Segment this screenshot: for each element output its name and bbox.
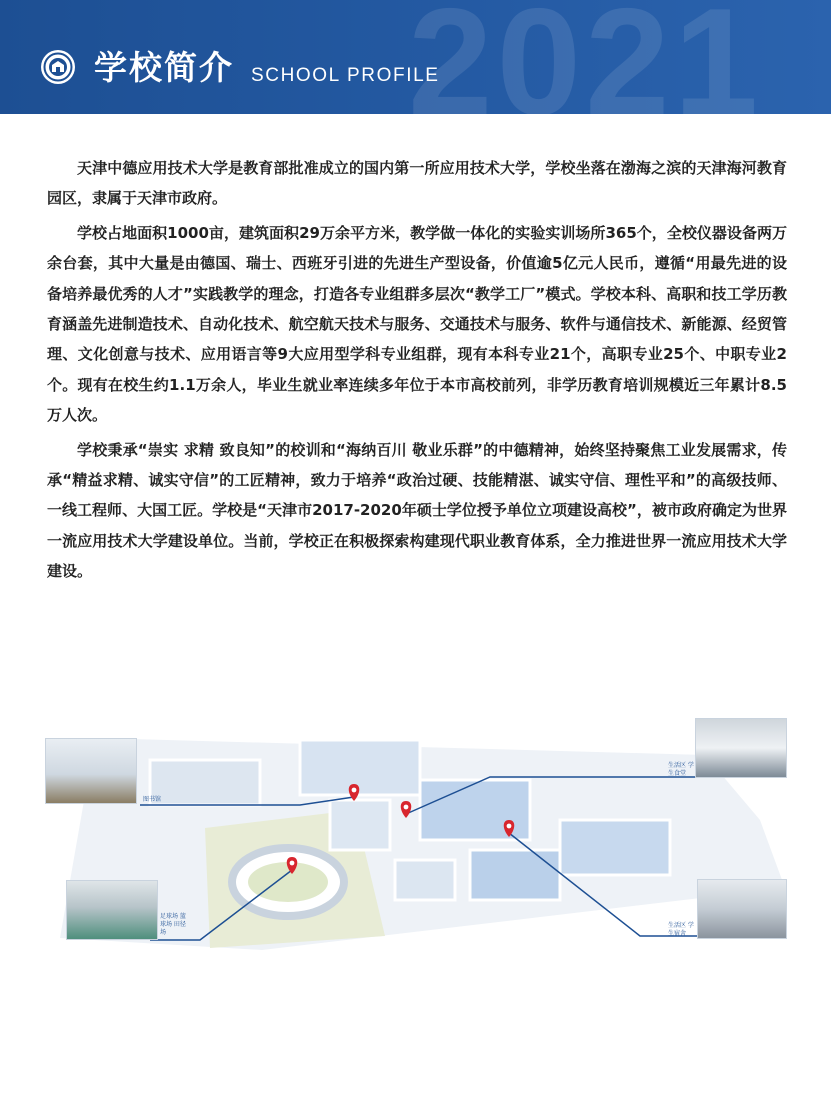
university-logo-icon [40,49,76,85]
intro-paragraph: 学校秉承“崇实 求精 致良知”的校训和“海纳百川 敬业乐群”的中德精神，始终坚持聚焦工业发展需求，传承“精益求精、诚实守信”的工匠精神，致力于培养“政治过硬、技能精湛、诚实守信、理性平和”的高级技师、一线工程师、大国工匠。学校是“天津市2017-2020年硕士学位授予单位立项建设高校”，被市政府确定为世界一流应用技术大学建设单位。当前，学校正在积极探索构建现代职业教育体系，全力推进世界一流应用技术大学建设。 [47,440,787,581]
dorm-bottom-photo [697,879,787,939]
campus-map [0,700,831,960]
page-title: 学校简介 [94,48,234,87]
sports-photo [66,880,158,940]
year-watermark: 2021 [408,0,763,114]
intro-paragraph: 学校占地面积1000亩，建筑面积29万余平方米，教学做一体化的实验实训场所365个，全校仪器设备两万余台套，其中大量是由德国、瑞士、西班牙引进的先进生产型设备，价值逾5亿元人民币，遵循“用最先进的设备培养最优秀的人才”实践教学的理念，打造各专业组群多层次“教学工厂”模式。学校本科、高职和技工学历教育涵盖先进制造技术、自动化技术、航空航天技术与服务、交通技术与服务、软件与通信技术、新能源、经贸管理、文化创意与技术、应用语言等9大应用型学科专业组群，现有本科专业21个，高职专业25个、中职专业2个。现有在校生约1.1万余人，毕业生就业率连续多年位于本市高校前列，非学历教育培训规模近三年累计8.5万人次。 [47,223,787,425]
library-photo [45,738,137,804]
dorm-top-label: 生活区 学生食堂 [668,762,694,777]
header-banner [0,0,831,114]
dorm-bottom-label: 生活区 学生宿舍 [668,922,694,937]
sports-label: 足球场 篮球场 田径场 [160,913,186,936]
page-subtitle: SCHOOL PROFILE [251,65,440,86]
dorm-top-photo [695,718,787,778]
intro-paragraph: 天津中德应用技术大学是教育部批准成立的国内第一所应用技术大学，学校坐落在渤海之滨的天津海河教育园区，隶属于天津市政府。 [47,159,787,208]
library-label: 图书馆 [143,796,162,803]
intro-text [47,153,787,591]
